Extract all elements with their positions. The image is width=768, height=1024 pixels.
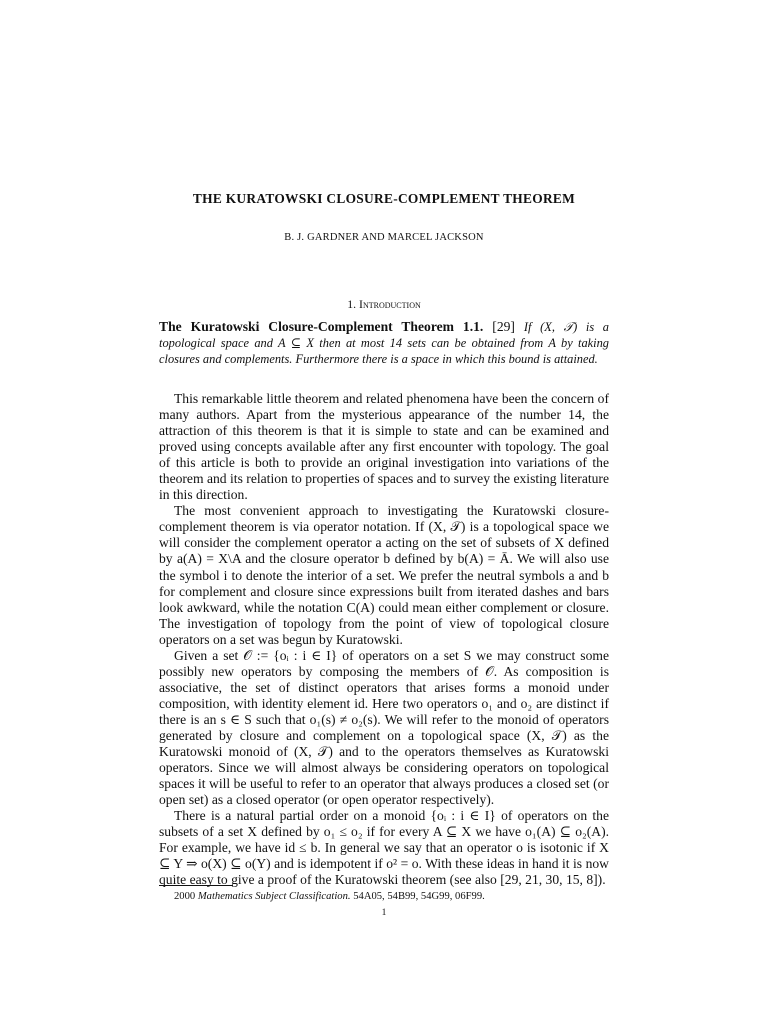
footnote-rule	[159, 885, 233, 886]
paper-title: THE KURATOWSKI CLOSURE-COMPLEMENT THEOREM	[192, 191, 576, 206]
footnote	[174, 891, 614, 902]
section-number: 1.	[347, 297, 357, 311]
section-name: Introduction	[359, 297, 421, 311]
paragraph: There is a natural partial order on a monoid {oᵢ : i ∈ I} of operators on the subsets of a set X defined by o₁ ≤ o₂ if for every A ⊆ X we have o₁(A) ⊆ o₂(A). For example, we have id ≤ b. In general we say that an operator o is isotonic if X ⊆ Y ⇒ o(X) ⊆ o(Y) and is idempotent if o² = o. With these ideas in hand it is now quite easy to give a proof of the Kuratowski theorem (see also [29, 21, 30, 15, 8]).	[159, 808, 609, 888]
theorem-heading: The Kuratowski Closure-Complement Theorem 1.1.	[159, 319, 484, 334]
paper-authors: B. J. GARDNER AND MARCEL JACKSON	[284, 232, 484, 243]
page-number: 1	[381, 908, 387, 918]
footnote-codes: 54A05, 54B99, 54G99, 06F99.	[353, 891, 485, 902]
section-heading	[0, 297, 768, 312]
paragraph: Given a set 𝒪 := {oᵢ : i ∈ I} of operators on a set S we may construct some possibly new operators by composing the members of 𝒪. As composition is associative, the set of distinct operators that arises forms a monoid under composition, with identity element id. Here two operators o₁ and o₂ are distinct if there is an s ∈ S such that o₁(s) ≠ o₂(s). We will refer to the monoid of operators generated by closure and complement on a topological space (X, 𝒯) as the Kuratowski monoid of (X, 𝒯) and to the operators themselves as Kuratowski operators. Since we will almost always be considering operators on topological spaces it will be useful to refer to an operator that always produces a closed set (or open set) as a closed operator (or open operator respectively).	[159, 647, 609, 808]
footnote-label: Mathematics Subject Classification.	[197, 891, 351, 902]
paragraph: This remarkable little theorem and related phenomena have been the concern of many authors. Apart from the mysterious appearance of the number 14, the attraction of this theorem is that it is simple to state and can be examined and proved using concepts available after any first encounter with topology. The goal of this article is both to provide an original investigation into variations of the theorem and its relation to properties of spaces and to survey the existing literature in this direction.	[159, 391, 609, 503]
theorem-statement: If (X, 𝒯) is a topological space and A ⊆ X then at most 14 sets can be obtained from A by taking closures and complements. Furthermore there is a space in which this bound is attained.	[159, 320, 609, 367]
footnote-year: 2000	[174, 891, 196, 902]
theorem-block	[159, 319, 609, 367]
theorem-citation: [29]	[492, 319, 515, 334]
paragraph: The most convenient approach to investigating the Kuratowski closure-complement theorem is via operator notation. If (X, 𝒯) is a topological space we will consider the complement operator a acting on the set of subsets of X defined by a(A) = X\A and the closure operator b defined by b(A) = Ā. We will also use the symbol i to denote the interior of a set. We prefer the neutral symbols a and b for complement and closure since expressions built from iterated dashes and bars look awkward, while the notation C(A) could mean either complement or closure. The investigation of topology from the point of view of topological closure operators on a set was begun by Kuratowski.	[159, 503, 609, 647]
introduction-body	[159, 391, 609, 888]
